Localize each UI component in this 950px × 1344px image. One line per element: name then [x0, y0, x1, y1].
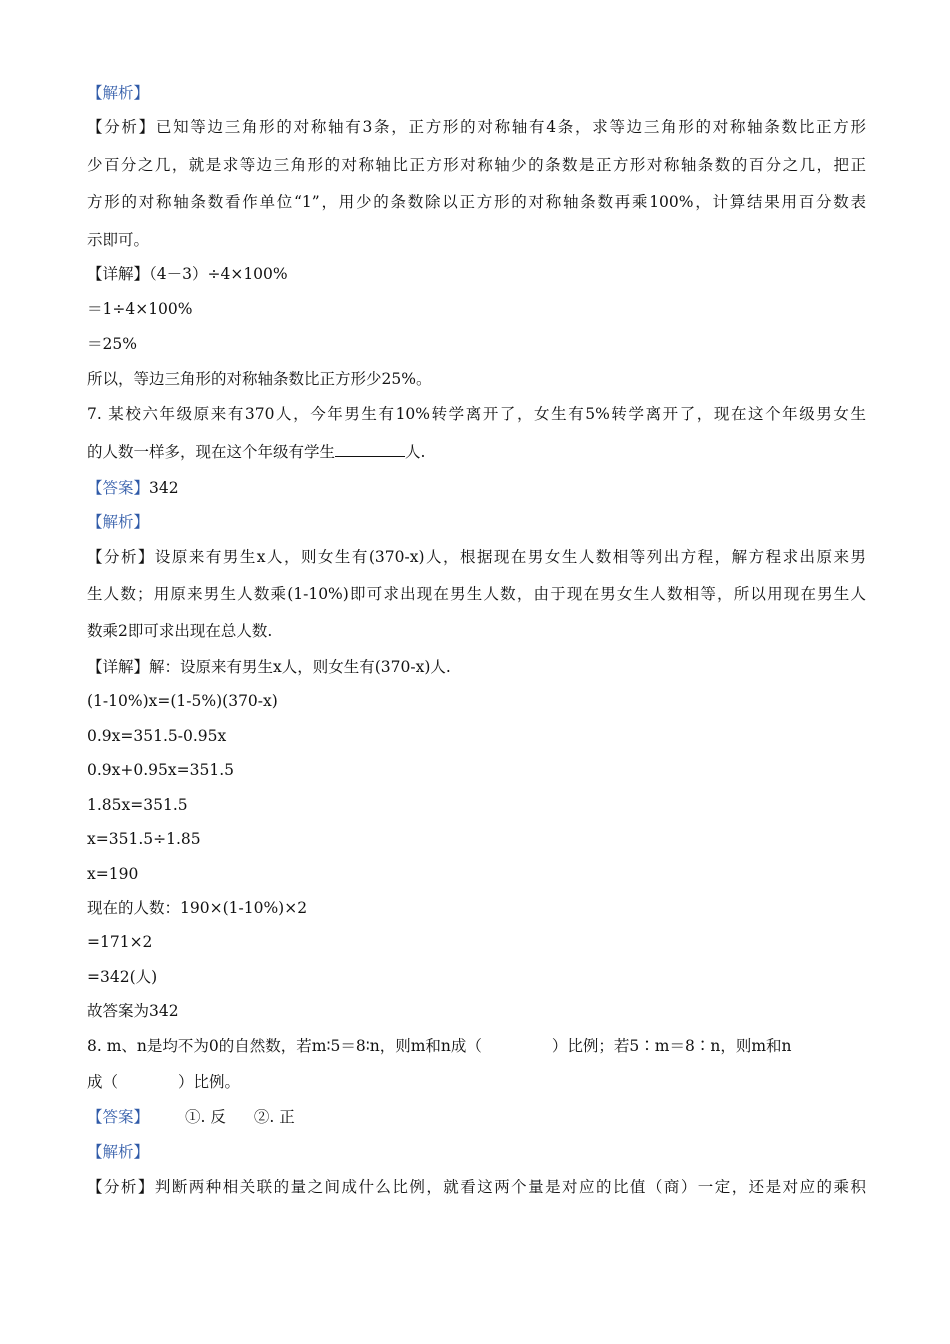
- detail-line: 【详解】（4－3）÷4×100%: [87, 265, 288, 283]
- tag-xiangjie: 【详解】: [87, 265, 150, 283]
- conclusion-line: 所以，等边三角形的对称轴条数比正方形少25%。: [87, 370, 432, 388]
- question-7-line: 的人数一样多，现在这个年级有学生 人.: [87, 443, 426, 461]
- equation-line: =342(人): [87, 968, 158, 986]
- equation-line: 0.9x=351.5-0.95x: [87, 727, 227, 745]
- answer-line: 【答案】 ①. 反 ②. 正: [87, 1108, 295, 1126]
- tag-fenxi: 【分析】: [87, 118, 156, 136]
- answer-blank: [335, 442, 405, 457]
- equation-line: 0.9x+0.95x=351.5: [87, 761, 234, 779]
- equation-line: 1.85x=351.5: [87, 796, 188, 814]
- analysis-paragraph-line: 少百分之几，就是求等边三角形的对称轴比正方形对称轴少的条数是正方形对称轴条数的百分之几，把正: [87, 156, 866, 174]
- tag-answer: 【答案】: [87, 479, 150, 497]
- section-tag-analysis: 【解析】: [87, 84, 150, 102]
- answer-line: 【答案】342: [87, 479, 179, 497]
- analysis-paragraph-line: 【分析】设原来有男生x人，则女生有(370-x)人，根据现在男女生人数相等列出方程，解方程求出原来男: [87, 548, 866, 566]
- analysis-paragraph-line: 【分析】判断两种相关联的量之间成什么比例，就看这两个量是对应的比值（商）一定，还是对应的乘积: [87, 1178, 866, 1196]
- question-7-line: 7. 某校六年级原来有370人，今年男生有10%转学离开了，女生有5%转学离开了，现在这个年级男女生: [87, 405, 866, 423]
- equation-line: ＝25%: [87, 335, 137, 353]
- analysis-paragraph-line: 【分析】已知等边三角形的对称轴有3条，正方形的对称轴有4条，求等边三角形的对称轴条数比正方形: [87, 118, 866, 136]
- equation-line: =171×2: [87, 933, 153, 951]
- section-tag-analysis: 【解析】: [87, 513, 150, 531]
- equation-line: (1-10%)x=(1-5%)(370-x): [87, 692, 278, 710]
- question-8-line: 成（ ）比例。: [87, 1073, 241, 1091]
- analysis-paragraph-line: 方形的对称轴条数看作单位“1”，用少的条数除以正方形的对称轴条数再乘100%，计算结果用百分数表: [87, 193, 866, 211]
- analysis-paragraph-line: 生人数；用原来男生人数乘(1-10%)即可求出现在男生人数，由于现在男女生人数相等，所以用现在男生人: [87, 585, 866, 603]
- detail-line: 【详解】解：设原来有男生x人，则女生有(370-x)人.: [87, 658, 451, 676]
- equation-line: x=351.5÷1.85: [87, 830, 201, 848]
- equation-line: ＝1÷4×100%: [87, 300, 193, 318]
- question-8-line: 8. m、n是均不为0的自然数，若m∶5＝8∶n，则m和n成（ ）比例；若5∶m＝8∶n，则m和n: [87, 1037, 792, 1055]
- tag-answer: 【答案】: [87, 1108, 150, 1126]
- analysis-paragraph-line: 数乘2即可求出现在总人数.: [87, 622, 273, 640]
- analysis-paragraph-line: 示即可。: [87, 231, 150, 249]
- conclusion-line: 故答案为342: [87, 1002, 179, 1020]
- section-tag-analysis: 【解析】: [87, 1143, 150, 1161]
- equation-line: x=190: [87, 865, 139, 883]
- equation-line: 现在的人数：190×(1-10%)×2: [87, 899, 308, 917]
